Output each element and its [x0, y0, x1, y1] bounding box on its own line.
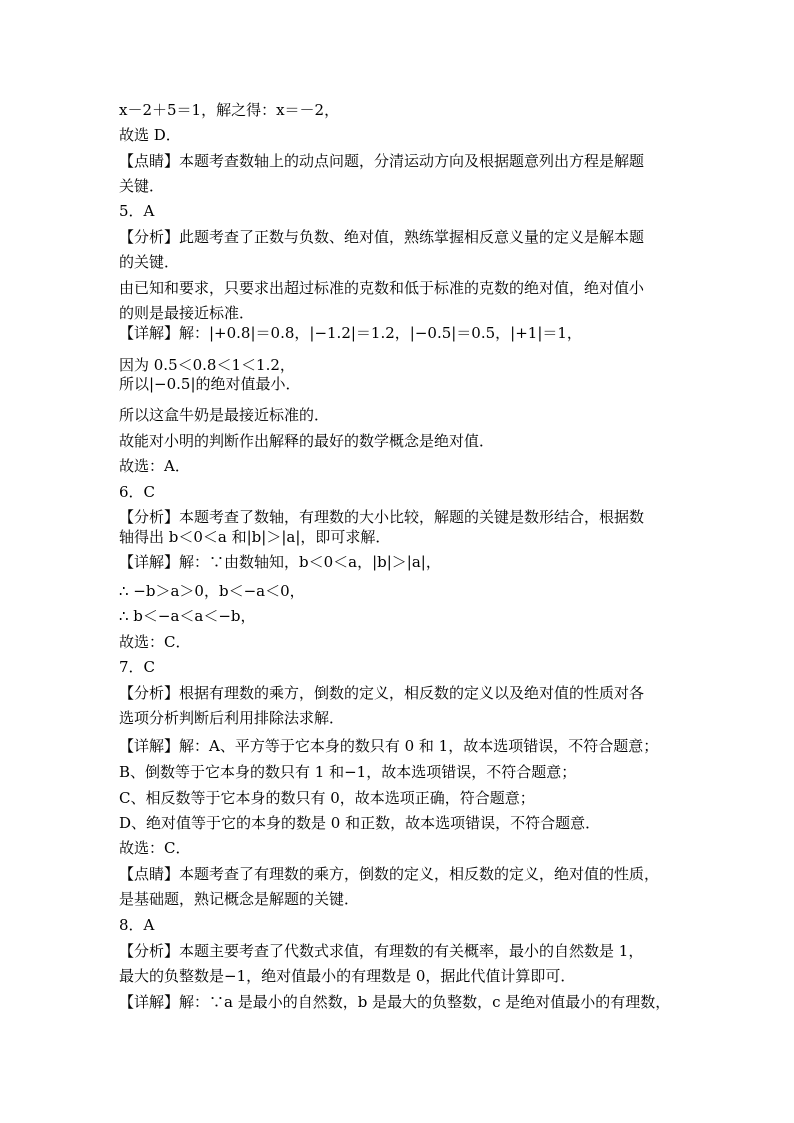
question-number: 5．A	[119, 202, 155, 220]
question-number: 6．C	[119, 483, 156, 501]
text-line: 最大的负整数是−1，绝对值最小的有理数是 0，据此代值计算即可．	[119, 967, 576, 985]
text-line: 【点睛】本题考查了有理数的乘方，倒数的定义，相反数的定义，绝对值的性质，	[119, 865, 660, 883]
text-line: 所以这盒牛奶是最接近标准的．	[119, 406, 330, 424]
text-line: 故能对小明的判断作出解释的最好的数学概念是绝对值．	[119, 432, 495, 450]
text-line: ∴ b＜−a＜a＜−b，	[119, 607, 256, 625]
text-line: D、绝对值等于它的本身的数是 0 和正数，故本选项错误，不符合题意．	[119, 814, 601, 832]
text-line: 【详解】解：∵由数轴知，b＜0＜a，|b|＞|a|，	[119, 553, 441, 571]
text-line: 【分析】本题考查了数轴，有理数的大小比较，解题的关键是数形结合，根据数	[119, 508, 645, 526]
text-line: 是基础题，熟记概念是解题的关键．	[119, 890, 360, 908]
text-line: 【分析】本题主要考查了代数式求值，有理数的有关概率，最小的自然数是 1，	[119, 942, 644, 960]
text-line: 故选：A．	[119, 457, 190, 475]
text-line: 因为 0.5＜0.8＜1＜1.2，	[119, 356, 295, 374]
text-line: 的则是最接近标准．	[119, 304, 255, 322]
text-line: ∴ −b＞a＞0，b＜−a＜0，	[119, 582, 305, 600]
text-line: 所以|−0.5|的绝对值最小．	[119, 375, 301, 393]
text-line: 【分析】此题考查了正数与负数、绝对值，熟练掌握相反意义量的定义是解本题	[119, 228, 645, 246]
text-line: 故选：C．	[119, 633, 191, 651]
text-line: B、倒数等于它本身的数只有 1 和−1，故本选项错误，不符合题意；	[119, 763, 577, 781]
question-number: 8．A	[119, 916, 155, 934]
text-line: 选项分析判断后利用排除法求解．	[119, 709, 345, 727]
text-line: 故选：C．	[119, 839, 191, 857]
text-line: 由已知和要求，只要求出超过标准的克数和低于标准的克数的绝对值，绝对值小	[119, 279, 645, 297]
text-line: x－2＋5＝1，解之得：x＝－2，	[119, 101, 340, 119]
text-line: 轴得出 b＜0＜a 和|b|＞|a|，即可求解．	[119, 528, 391, 546]
text-line: 【详解】解：A、平方等于它本身的数只有 0 和 1，故本选项错误，不符合题意；	[119, 737, 659, 755]
text-line: 故选 D．	[119, 126, 181, 144]
text-line: C、相反数等于它本身的数只有 0，故本选项正确，符合题意；	[119, 789, 535, 807]
text-line: 关键．	[119, 177, 165, 195]
text-line: 【详解】解：∵a 是最小的自然数，b 是最大的负整数，c 是绝对值最小的有理数，	[119, 993, 671, 1011]
text-line: 【详解】解：|+0.8|＝0.8，|−1.2|＝1.2，|−0.5|＝0.5，|+1|＝1，	[119, 324, 582, 342]
question-number: 7．C	[119, 658, 156, 676]
text-line: 【分析】根据有理数的乘方，倒数的定义，相反数的定义以及绝对值的性质对各	[119, 684, 645, 702]
text-line: 的关键．	[119, 253, 180, 271]
text-line: 【点睛】本题考查数轴上的动点问题，分清运动方向及根据题意列出方程是解题	[119, 152, 645, 170]
